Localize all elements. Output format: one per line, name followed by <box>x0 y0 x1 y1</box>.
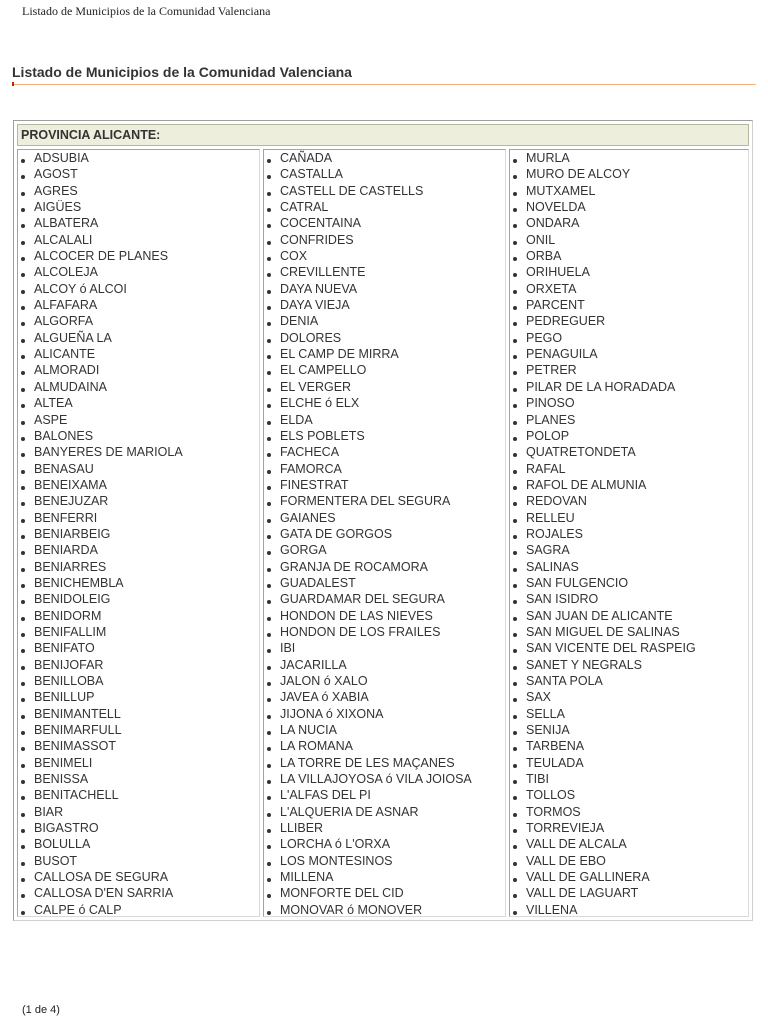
municipality-list-item: SAN VICENTE DEL RASPEIG <box>510 640 748 656</box>
municipality-list-item: ELDA <box>264 412 505 428</box>
municipality-list-item: CALPE ó CALP <box>18 902 259 918</box>
municipality-list-item: CALLOSA D'EN SARRIA <box>18 885 259 901</box>
municipality-list-item: COX <box>264 248 505 264</box>
municipality-list-item: BALONES <box>18 428 259 444</box>
municipality-list-item: BENISSA <box>18 771 259 787</box>
municipality-list-item: ALGORFA <box>18 313 259 329</box>
municipality-list-item: TOLLOS <box>510 787 748 803</box>
municipality-list-item: FAMORCA <box>264 461 505 477</box>
municipality-list-item: EL CAMPELLO <box>264 362 505 378</box>
page-title: Listado de Municipios de la Comunidad Valenciana <box>12 64 352 80</box>
municipality-list-item: BENASAU <box>18 461 259 477</box>
municipality-list-item: MURO DE ALCOY <box>510 166 748 182</box>
municipality-list-item: CONFRIDES <box>264 232 505 248</box>
municipality-list-item: PEGO <box>510 330 748 346</box>
municipality-list-item: TARBENA <box>510 738 748 754</box>
municipality-list-item: LA NUCIA <box>264 722 505 738</box>
page-number: (1 de 4) <box>22 1004 60 1016</box>
municipality-list-item: PEDREGUER <box>510 313 748 329</box>
municipality-list-item: LA TORRE DE LES MAÇANES <box>264 755 505 771</box>
municipality-list-item: TEULADA <box>510 755 748 771</box>
municipality-list-item: BENILLOBA <box>18 673 259 689</box>
municipality-list-item: HONDON DE LAS NIEVES <box>264 608 505 624</box>
municipality-list-item: SAN JUAN DE ALICANTE <box>510 608 748 624</box>
municipality-list-item: HONDON DE LOS FRAILES <box>264 624 505 640</box>
municipality-list-item: BANYERES DE MARIOLA <box>18 444 259 460</box>
municipality-list-item: ALBATERA <box>18 215 259 231</box>
municipality-list-item: VALL DE EBO <box>510 853 748 869</box>
municipality-list-item: BOLULLA <box>18 836 259 852</box>
municipality-list-item: LLIBER <box>264 820 505 836</box>
municipality-list-item: JAVEA ó XABIA <box>264 689 505 705</box>
municipality-list-item: COCENTAINA <box>264 215 505 231</box>
municipality-list-item: SANET Y NEGRALS <box>510 657 748 673</box>
municipality-list-item: QUATRETONDETA <box>510 444 748 460</box>
municipality-list-item: NOVELDA <box>510 199 748 215</box>
municipality-list-item: BENIDORM <box>18 608 259 624</box>
municipality-list-item: DAYA NUEVA <box>264 281 505 297</box>
municipality-list-item: FINESTRAT <box>264 477 505 493</box>
municipality-list-item: LA VILLAJOYOSA ó VILA JOIOSA <box>264 771 505 787</box>
municipality-list-item: RAFOL DE ALMUNIA <box>510 477 748 493</box>
municipality-list-item: AIGÜES <box>18 199 259 215</box>
municipality-list-item: ALCOLEJA <box>18 264 259 280</box>
municipality-list-item: BENICHEMBLA <box>18 575 259 591</box>
municipality-list-item: GAIANES <box>264 510 505 526</box>
municipality-list-item: ALTEA <box>18 395 259 411</box>
municipality-list-item: BENIMASSOT <box>18 738 259 754</box>
municipality-list-item: VALL DE ALCALA <box>510 836 748 852</box>
municipality-list-item: ORXETA <box>510 281 748 297</box>
municipality-list-item: RELLEU <box>510 510 748 526</box>
title-rule-marker <box>12 82 14 86</box>
municipality-list-item: BENIMELI <box>18 755 259 771</box>
municipality-list-item: ELCHE ó ELX <box>264 395 505 411</box>
municipality-list-item: SAX <box>510 689 748 705</box>
municipality-list-item: JACARILLA <box>264 657 505 673</box>
municipality-list-item: PARCENT <box>510 297 748 313</box>
municipality-list-item: L'ALQUERIA DE ASNAR <box>264 804 505 820</box>
municipality-list-item: TORREVIEJA <box>510 820 748 836</box>
municipality-list-item: CASTELL DE CASTELLS <box>264 183 505 199</box>
municipality-list-item: SELLA <box>510 706 748 722</box>
municipality-list-item: BENIFATO <box>18 640 259 656</box>
municipality-list-item: LORCHA ó L'ORXA <box>264 836 505 852</box>
municipality-list-item: ALMUDAINA <box>18 379 259 395</box>
municipality-list-item: SENIJA <box>510 722 748 738</box>
municipality-list-item: ALFAFARA <box>18 297 259 313</box>
municipality-list-item: ONIL <box>510 232 748 248</box>
municipality-list-item: BENFERRI <box>18 510 259 526</box>
municipality-list-item: FACHECA <box>264 444 505 460</box>
municipality-list-item: PETRER <box>510 362 748 378</box>
municipality-list-item: TIBI <box>510 771 748 787</box>
municipality-list-item: AGRES <box>18 183 259 199</box>
title-rule <box>12 84 756 85</box>
municipality-list-item: SAN FULGENCIO <box>510 575 748 591</box>
municipality-list-item: CATRAL <box>264 199 505 215</box>
municipality-list-item: FORMENTERA DEL SEGURA <box>264 493 505 509</box>
municipality-list-item: CALLOSA DE SEGURA <box>18 869 259 885</box>
municipality-list-item: BENIARRES <box>18 559 259 575</box>
municipality-list-item: TORMOS <box>510 804 748 820</box>
municipality-list-item: GRANJA DE ROCAMORA <box>264 559 505 575</box>
municipality-list-item: BIGASTRO <box>18 820 259 836</box>
municipality-list-item: GATA DE GORGOS <box>264 526 505 542</box>
municipality-list-item: MURLA <box>510 150 748 166</box>
municipality-list-item: BENIDOLEIG <box>18 591 259 607</box>
municipality-list-item: AGOST <box>18 166 259 182</box>
municipality-column-2 <box>263 149 506 917</box>
municipality-list-item: MILLENA <box>264 869 505 885</box>
municipality-list-item: BENIJOFAR <box>18 657 259 673</box>
municipality-list-item: SANTA POLA <box>510 673 748 689</box>
municipality-list-item: L'ALFAS DEL PI <box>264 787 505 803</box>
municipality-list-item: VALL DE GALLINERA <box>510 869 748 885</box>
municipality-list-item: JALON ó XALO <box>264 673 505 689</box>
municipality-list-item: PENAGUILA <box>510 346 748 362</box>
municipality-list-item: DOLORES <box>264 330 505 346</box>
municipality-list-item: ALGUEÑA LA <box>18 330 259 346</box>
municipality-list-item: EL CAMP DE MIRRA <box>264 346 505 362</box>
municipality-list-item: ROJALES <box>510 526 748 542</box>
municipality-list-item: ORBA <box>510 248 748 264</box>
municipality-list-item: BENIMANTELL <box>18 706 259 722</box>
municipality-list-item: CASTALLA <box>264 166 505 182</box>
municipality-column-1 <box>17 149 260 917</box>
municipality-list-item: ELS POBLETS <box>264 428 505 444</box>
municipality-list-item: ALICANTE <box>18 346 259 362</box>
province-heading: PROVINCIA ALICANTE: <box>17 124 749 146</box>
municipality-list-item: ALMORADI <box>18 362 259 378</box>
municipality-list-item: GUADALEST <box>264 575 505 591</box>
municipality-list-item: ALCOY ó ALCOI <box>18 281 259 297</box>
municipality-list-item: PINOSO <box>510 395 748 411</box>
municipality-list-item: GUARDAMAR DEL SEGURA <box>264 591 505 607</box>
municipality-list-item: SAN ISIDRO <box>510 591 748 607</box>
municipality-list-item: BENEIXAMA <box>18 477 259 493</box>
municipality-list-item: BENIARBEIG <box>18 526 259 542</box>
municipality-list-item: SALINAS <box>510 559 748 575</box>
municipality-list-item: DENIA <box>264 313 505 329</box>
municipality-list-item: BENEJUZAR <box>18 493 259 509</box>
municipality-list-item: REDOVAN <box>510 493 748 509</box>
municipality-list-item: ALCALALI <box>18 232 259 248</box>
municipality-list-item: GORGA <box>264 542 505 558</box>
municipality-list-item: BENIMARFULL <box>18 722 259 738</box>
municipality-list-item: MUTXAMEL <box>510 183 748 199</box>
municipality-list-item: VILLENA <box>510 902 748 918</box>
municipality-list-item: CREVILLENTE <box>264 264 505 280</box>
municipality-list-item: ORIHUELA <box>510 264 748 280</box>
municipality-list-item: RAFAL <box>510 461 748 477</box>
municipality-column-3 <box>509 149 749 917</box>
municipality-list-item: BENIFALLIM <box>18 624 259 640</box>
municipality-list-item: PLANES <box>510 412 748 428</box>
municipality-list-item: JIJONA ó XIXONA <box>264 706 505 722</box>
municipality-list-item: LA ROMANA <box>264 738 505 754</box>
municipality-table <box>13 120 753 921</box>
municipality-list-item: BUSOT <box>18 853 259 869</box>
municipality-list-item: MONOVAR ó MONOVER <box>264 902 505 918</box>
municipality-list-item: SAN MIGUEL DE SALINAS <box>510 624 748 640</box>
municipality-list-item: SAGRA <box>510 542 748 558</box>
municipality-list-item: MONFORTE DEL CID <box>264 885 505 901</box>
municipality-list-item: IBI <box>264 640 505 656</box>
municipality-list-item: DAYA VIEJA <box>264 297 505 313</box>
municipality-list-item: VALL DE LAGUART <box>510 885 748 901</box>
municipality-list-item: POLOP <box>510 428 748 444</box>
municipality-list-item: ALCOCER DE PLANES <box>18 248 259 264</box>
municipality-list-item: BENIARDA <box>18 542 259 558</box>
municipality-list-item: BENILLUP <box>18 689 259 705</box>
municipality-list-item: PILAR DE LA HORADADA <box>510 379 748 395</box>
municipality-list-item: CAÑADA <box>264 150 505 166</box>
municipality-list-item: BENITACHELL <box>18 787 259 803</box>
document-header-title: Listado de Municipios de la Comunidad Valenciana <box>22 4 271 18</box>
municipality-list-item: LOS MONTESINOS <box>264 853 505 869</box>
municipality-list-item: BIAR <box>18 804 259 820</box>
municipality-list-item: EL VERGER <box>264 379 505 395</box>
municipality-list-item: ADSUBIA <box>18 150 259 166</box>
municipality-list-item: ONDARA <box>510 215 748 231</box>
municipality-list-item: ASPE <box>18 412 259 428</box>
